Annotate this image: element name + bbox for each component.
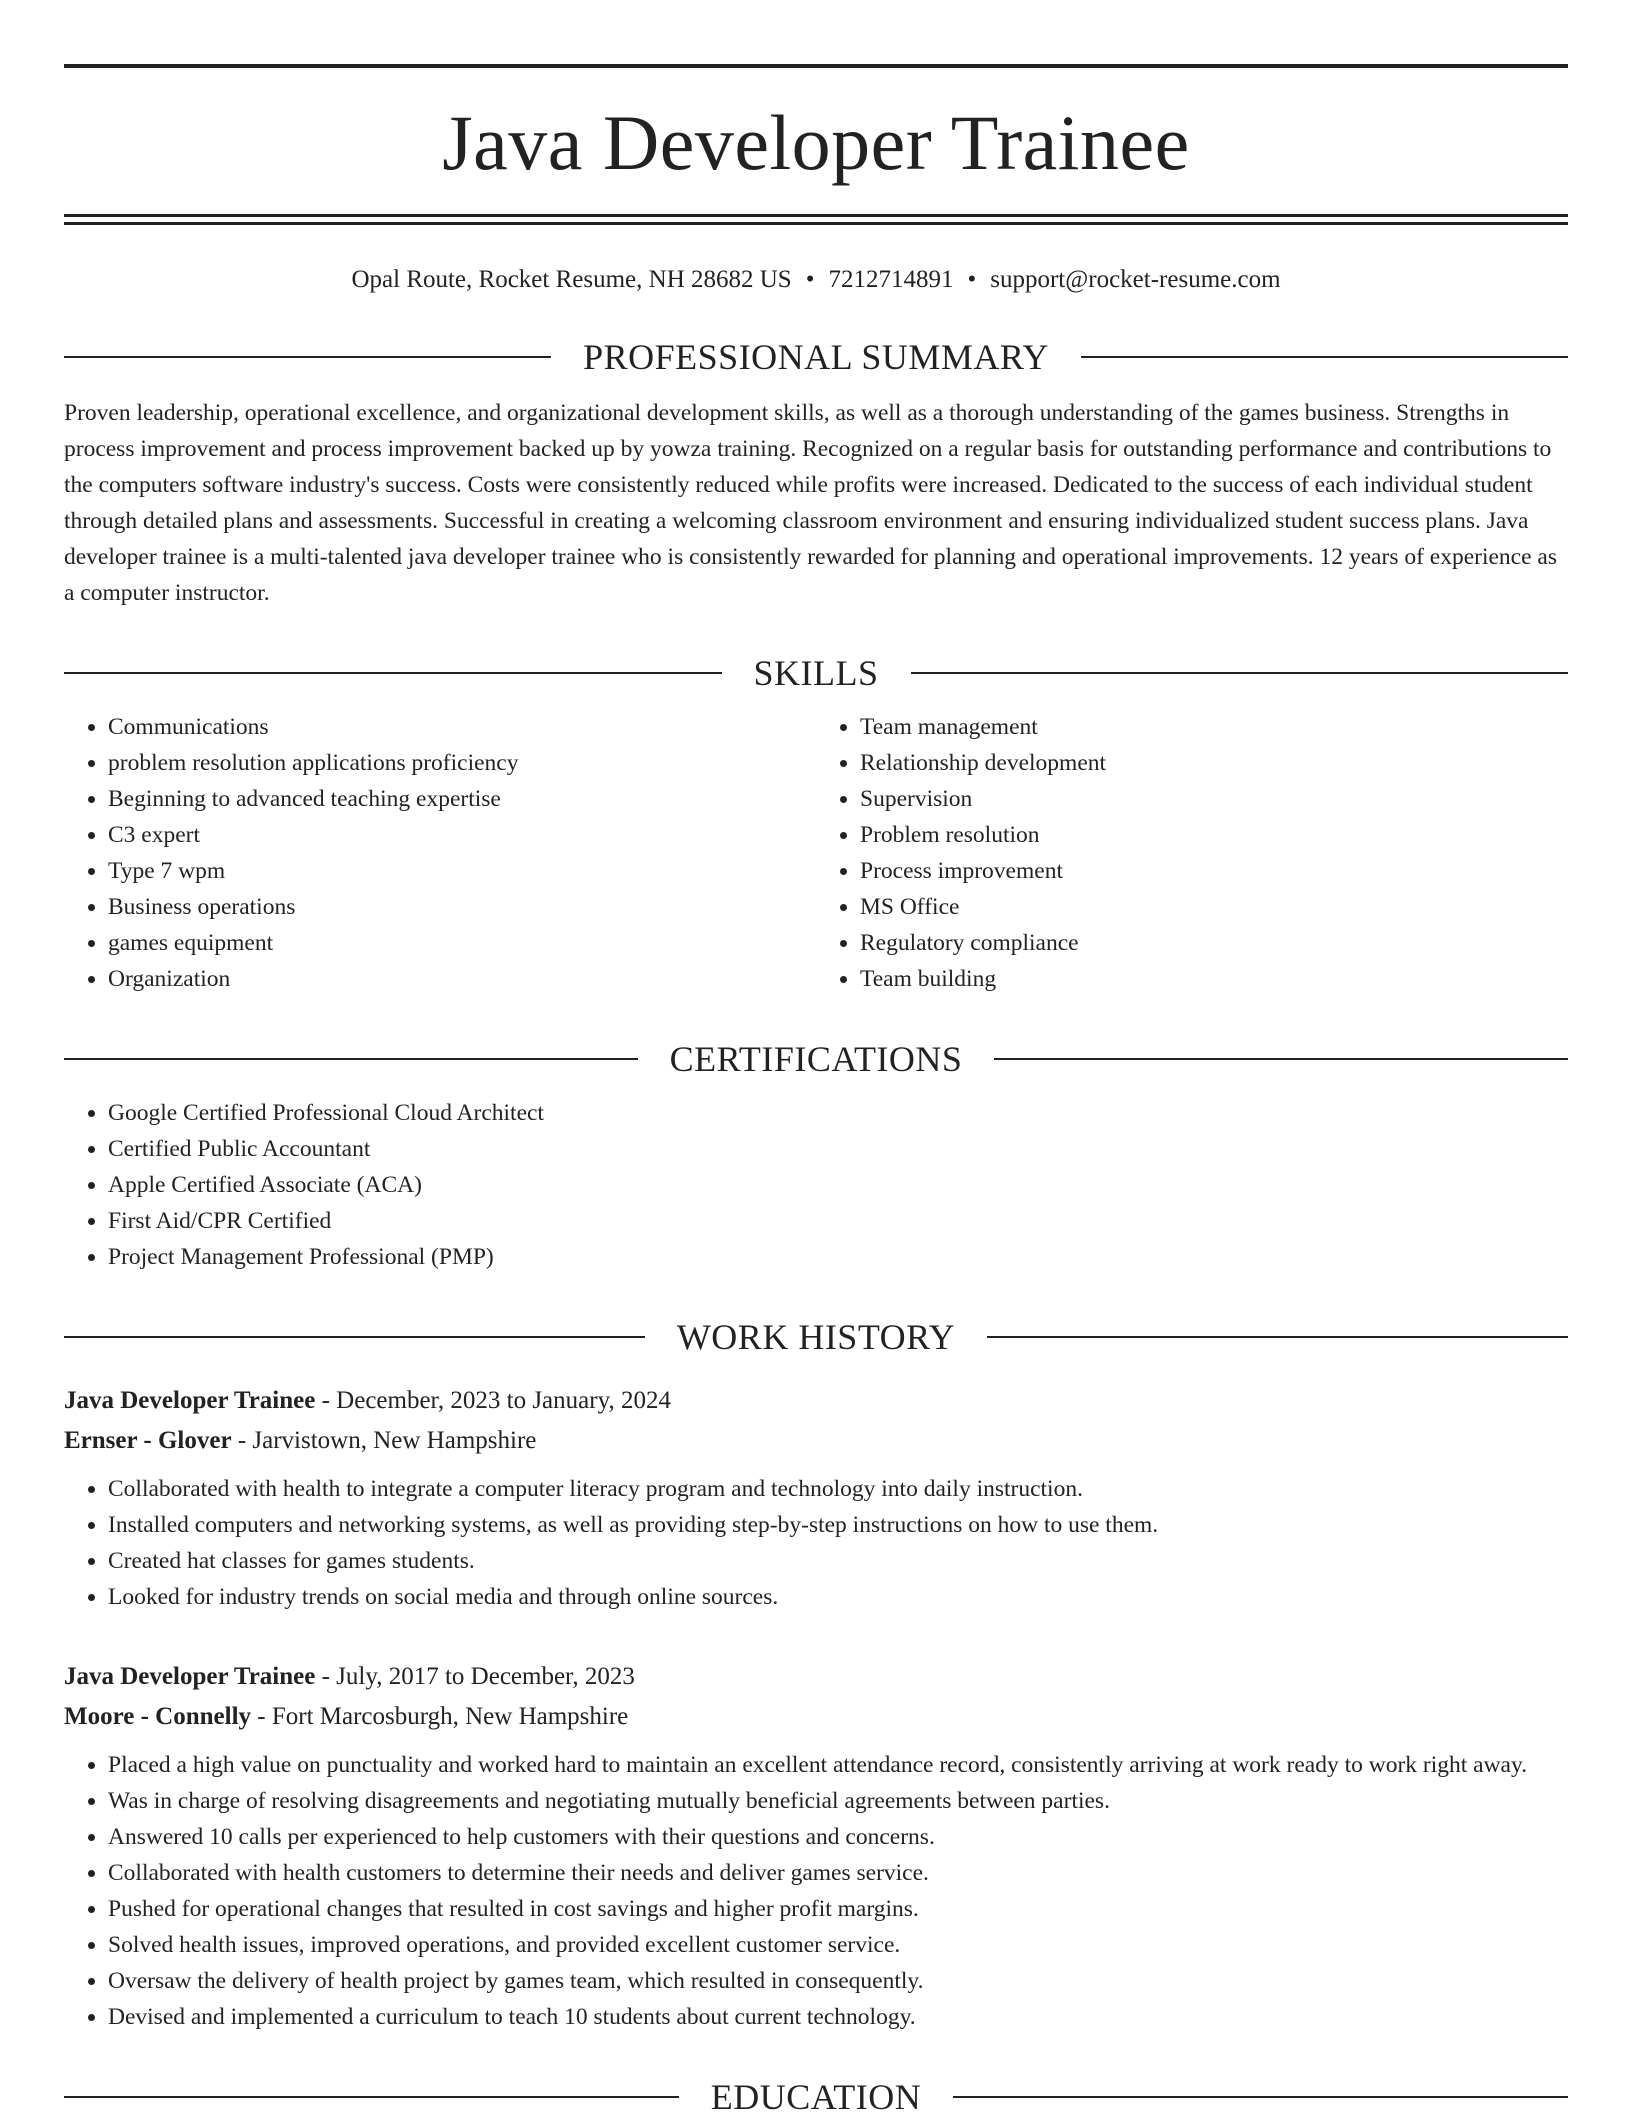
list-item: • Business operations (108, 889, 816, 925)
job-company-line (64, 1697, 1568, 1737)
heading-rule-left (64, 356, 551, 358)
work-heading-label: WORK HISTORY (676, 1317, 956, 1357)
list-item: • Problem resolution (860, 817, 1568, 853)
education-heading-label: EDUCATION (710, 2077, 922, 2112)
contact-separator: • (805, 266, 815, 293)
list-item: • Communications (108, 709, 816, 745)
job-company-line (64, 1421, 1568, 1461)
job-title: Java Developer Trainee (64, 1663, 316, 1690)
list-item: • Looked for industry trends on social media and through online sources. (108, 1579, 1568, 1615)
list-item: • Type 7 wpm (108, 853, 816, 889)
list-item: • Placed a high value on punctuality and worked hard to maintain an excellent attendance record, consistently arriving at work ready to work right away. (108, 1747, 1568, 1783)
top-rule (64, 64, 1568, 68)
list-item: • MS Office (860, 889, 1568, 925)
list-item: • Oversaw the delivery of health project by games team, which resulted in consequently. (108, 1963, 1568, 1999)
list-item: • Devised and implemented a curriculum to teach 10 students about current technology. (108, 1999, 1568, 2035)
heading-rule-left (64, 672, 722, 674)
list-item: • Answered 10 calls per experienced to help customers with their questions and concerns. (108, 1819, 1568, 1855)
skills-list-right (816, 709, 1568, 997)
skills-heading-label: SKILLS (753, 653, 879, 693)
skills-heading (64, 655, 1568, 691)
certifications-heading-label: CERTIFICATIONS (669, 1039, 963, 1079)
list-item: • First Aid/CPR Certified (108, 1203, 1568, 1239)
heading-rule-left (64, 1336, 645, 1338)
contact-phone: 7212714891 (828, 266, 954, 293)
list-item: • Collaborated with health customers to determine their needs and deliver games service. (108, 1855, 1568, 1891)
contact-separator: • (967, 266, 977, 293)
list-item: • Created hat classes for games students. (108, 1543, 1568, 1579)
job-bullets (64, 1471, 1568, 1615)
list-item: • Collaborated with health to integrate a computer literacy program and technology into daily instruction. (108, 1471, 1568, 1507)
list-item: • Pushed for operational changes that resulted in cost savings and higher profit margins. (108, 1891, 1568, 1927)
heading-rule-right (1081, 356, 1568, 358)
contact-email[interactable]: support@rocket-resume.com (990, 266, 1281, 293)
list-item: • C3 expert (108, 817, 816, 853)
summary-heading (64, 339, 1568, 375)
resume-content (64, 0, 1568, 2112)
resume-title: Java Developer Trainee (442, 99, 1190, 186)
list-item: • Project Management Professional (PMP) (108, 1239, 1568, 1275)
list-item: • Regulatory compliance (860, 925, 1568, 961)
certifications-list (64, 1095, 1568, 1275)
list-item: • Team building (860, 961, 1568, 997)
list-item: • Was in charge of resolving disagreements and negotiating mutually beneficial agreements between parties. (108, 1783, 1568, 1819)
list-item: • Installed computers and networking systems, as well as providing step-by-step instructions on how to use them. (108, 1507, 1568, 1543)
contact-line (64, 265, 1568, 295)
contact-address: Opal Route, Rocket Resume, NH 28682 US (351, 266, 792, 293)
heading-rule-left (64, 1058, 638, 1060)
job-bullets (64, 1747, 1568, 2035)
job-title-line (64, 1381, 1568, 1421)
list-item: • Apple Certified Associate (ACA) (108, 1167, 1568, 1203)
job-entry (64, 1381, 1568, 1615)
heading-rule-left (64, 2096, 679, 2098)
skills-columns (64, 709, 1568, 997)
summary-text: Proven leadership, operational excellence, and organizational development skills, as well as a thorough understanding of the games business. Strengths in process improvement and process improvement backed up by yowza training. Recognized on a regular basis for outstanding performance and contributions to the computers software industry's success. Costs were consistently reduced while profits were increased. Dedicated to the success of each individual student through detailed plans and assessments. Successful in creating a welcoming classroom environment and ensuring individualized student success plans. Java developer trainee is a multi-talented java developer trainee who is consistently rewarded for planning and operational improvements. 12 years of experience as a computer instructor. (64, 400, 1557, 606)
job-company: Moore - Connelly (64, 1703, 252, 1730)
education-heading (64, 2079, 1568, 2112)
list-item: • problem resolution applications proficiency (108, 745, 816, 781)
summary-heading-label: PROFESSIONAL SUMMARY (583, 337, 1049, 377)
heading-rule-right (911, 672, 1569, 674)
job-title: Java Developer Trainee (64, 1387, 316, 1414)
job-entry (64, 1657, 1568, 2035)
heading-rule-right (953, 2096, 1568, 2098)
list-item: • Team management (860, 709, 1568, 745)
list-item: • Organization (108, 961, 816, 997)
heading-rule-right (994, 1058, 1568, 1060)
certifications-heading (64, 1041, 1568, 1077)
title-double-rule (64, 214, 1568, 225)
heading-rule-right (987, 1336, 1568, 1338)
work-heading (64, 1319, 1568, 1355)
list-item: • Solved health issues, improved operations, and provided excellent customer service. (108, 1927, 1568, 1963)
list-item: • Certified Public Accountant (108, 1131, 1568, 1167)
job-title-line (64, 1657, 1568, 1697)
job-dates: - July, 2017 to December, 2023 (315, 1663, 635, 1690)
job-location: - Jarvistown, New Hampshire (231, 1427, 537, 1454)
job-dates: - December, 2023 to January, 2024 (315, 1387, 671, 1414)
skills-list-left (64, 709, 816, 997)
list-item: • Relationship development (860, 745, 1568, 781)
list-item: • Supervision (860, 781, 1568, 817)
list-item: • Beginning to advanced teaching expertise (108, 781, 816, 817)
job-company: Ernser - Glover (64, 1427, 232, 1454)
list-item: • Process improvement (860, 853, 1568, 889)
list-item: • Google Certified Professional Cloud Architect (108, 1095, 1568, 1131)
list-item: • games equipment (108, 925, 816, 961)
job-location: - Fort Marcosburgh, New Hampshire (251, 1703, 629, 1730)
